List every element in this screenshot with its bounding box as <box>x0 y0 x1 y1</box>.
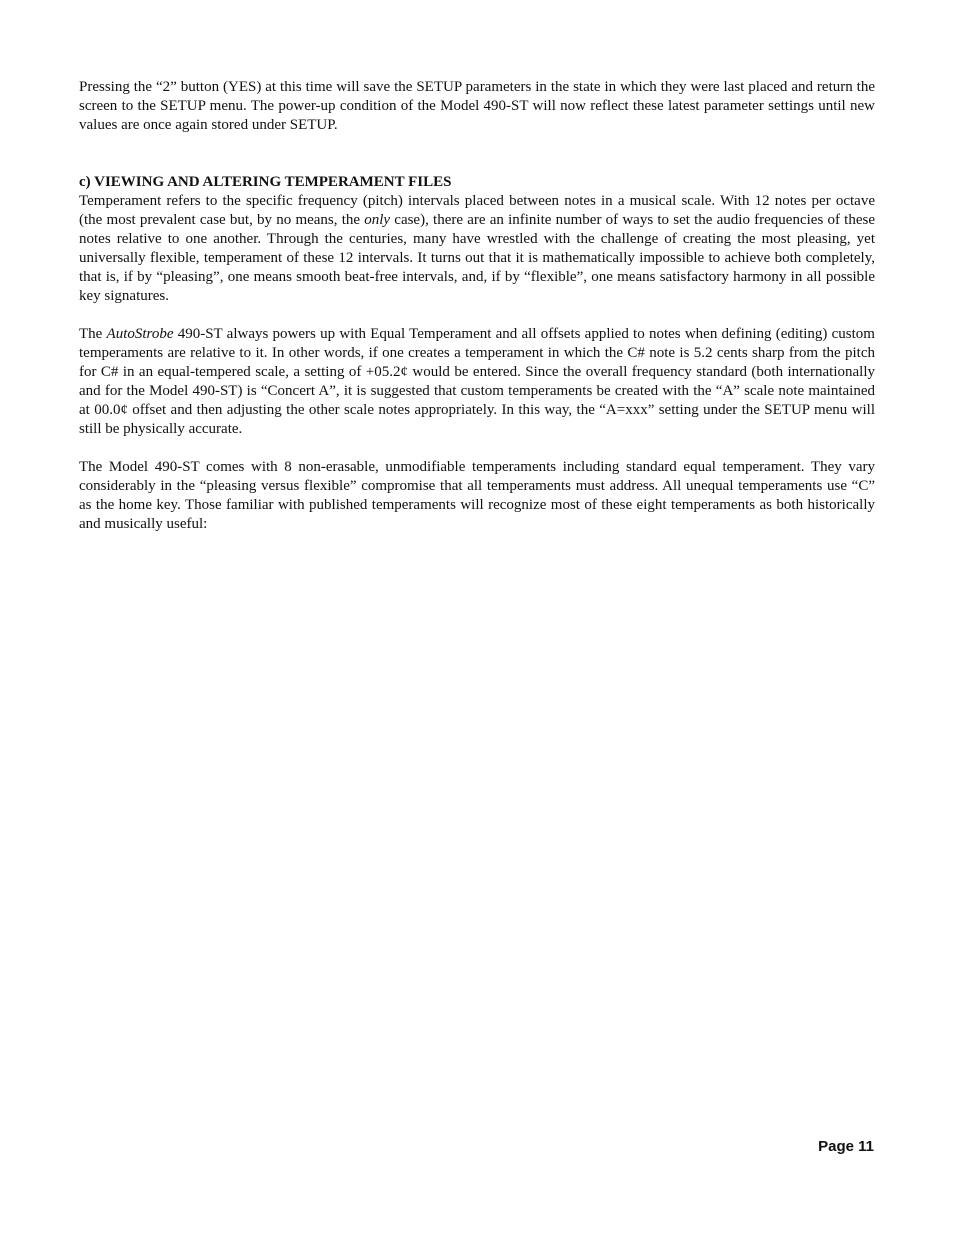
page-body <box>79 78 875 534</box>
page-number: Page 11 <box>818 1138 874 1155</box>
emphasis-text: only <box>364 212 391 228</box>
product-name: AutoStrobe <box>106 326 174 342</box>
paragraph-setup-save: Pressing the “2” button (YES) at this time will save the SETUP parameters in the state in which they were last placed and return the screen to the SETUP menu. The power-up condition of the Model 490-ST will now reflect these latest parameter settings until new values are once again stored under SETUP. <box>79 79 875 133</box>
text-run: The <box>79 326 107 342</box>
paragraph-temperament-definition <box>79 192 875 306</box>
spacer <box>79 439 875 458</box>
text-run: case), there are an infinite number of ways to set the audio frequencies of these notes relative to one another. Through the centuries, many have wrestled with the challenge of creating the most pleasing, yet universally flexible, temperament of these 12 intervals. It turns out that it is mathematically impossible to achieve both completely, that is, if by “pleasing”, one means smooth beat-free intervals, and, if by “flexible”, one means satisfactory harmony in all possible key signatures. <box>79 212 876 304</box>
spacer <box>79 135 875 173</box>
paragraph-built-in-temperaments: The Model 490-ST comes with 8 non-erasable, unmodifiable temperaments including standard equal temperament. They vary considerably in the “pleasing versus flexible” compromise that all temperaments must address. All unequal temperaments use “C” as the home key. Those familiar with published temperaments will recognize most of these eight temperaments as both historically and musically useful: <box>79 459 875 532</box>
text-run: 490-ST always powers up with Equal Temperament and all offsets applied to notes when defining (editing) custom temperaments are relative to it. In other words, if one creates a temperament in which the C# note is 5.2 cents sharp from the pitch for C# in an equal-tempered scale, a setting of +05.2¢ would be entered. Since the overall frequency standard (both internationally and for the Model 490-ST) is “Concert A”, it is suggested that custom temperaments be created with the “A” scale note maintained at 00.0¢ offset and then adjusting the other scale notes appropriately. In this way, the “A=xxx” setting under the SETUP menu will still be physically accurate. <box>79 326 875 437</box>
text-run: Temperament refers to the specific frequency (pitch) intervals placed between notes in a musical scale. With 12 notes per octave (the most prevalent case but, by no means, the <box>79 193 875 228</box>
section-heading: c) VIEWING AND ALTERING TEMPERAMENT FILES <box>79 174 452 190</box>
spacer <box>79 306 875 325</box>
paragraph-equal-temperament <box>79 325 875 439</box>
